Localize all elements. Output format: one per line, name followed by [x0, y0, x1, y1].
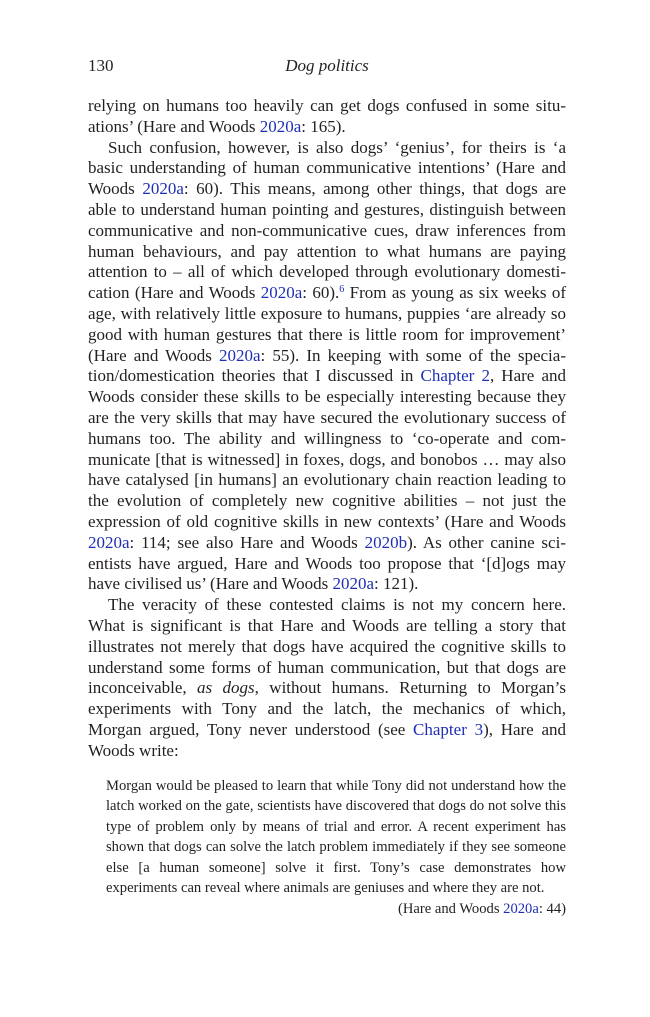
citation-link[interactable]: 2020a [218, 345, 261, 365]
chapter-link[interactable]: Chapter 3 [413, 719, 484, 739]
emphasis: as dogs [197, 678, 255, 698]
citation-link[interactable]: 2020a [259, 116, 302, 136]
page-header [88, 56, 566, 80]
page-body [88, 96, 566, 919]
running-title: Dog politics [285, 56, 369, 75]
chapter-link[interactable]: Chapter 2 [420, 366, 490, 386]
citation-link[interactable]: 2020a [503, 900, 539, 917]
citation-link[interactable]: 2020a [332, 574, 374, 594]
quote-text: Morgan would be pleased to learn that while Tony did not understand how the latch worked on the gate, scientists have discovered that dogs do not solve this type of problem only by means of trial and error. A recent experiment has shown that dogs can solve the latch problem immediately if they see someone else [a human someone] solve it first. Tony’s case demonstrates how experiments can reveal where animals are geniuses and where they are not. [106, 777, 566, 896]
citation-link[interactable]: 2020a [142, 179, 184, 199]
footnote-marker[interactable]: 6 [339, 284, 345, 296]
paragraph-1: relying on humans too heavily can get dogs confused in some situations’ (Hare and Woods 2020a: 165). [88, 96, 566, 136]
page-number: 130 [88, 56, 114, 75]
citation-link[interactable]: 2020a [88, 532, 130, 552]
quote-citation: (Hare and Woods 2020a: 44) [398, 900, 566, 917]
paragraph-2: Such confusion, however, is also dogs’ ‘genius’, for theirs is ‘a basic understanding of human communicative intentions’ (Hare and Woods 2020a: 60). This means, among other things, that dogs are able to understand human pointing and gestures, distinguish between communicative and non-communicative cues, draw inferences from human behaviours, and pay attention to what humans are paying attention to – all of which developed through evolutionary domestication (Hare and Woods 2020a: 60).$^6$ From as young as six weeks of age, with relatively little exposure to humans, puppies ‘are already so good with human gestures that there is little room for improvement’ (Hare and Woods 2020a: 55). In keeping with some of the speciation/domestication theories that I discussed in Chapter 2, Hare and Woods consider these skills to be especially interesting because they are the very skills that may have secured the evolutionary success of humans too. The ability and willingness to ‘co-operate and communicate [that is witnessed] in foxes, dogs, and bonobos … may also have catalysed [in humans] an evolutionary chain reaction leading to the evolution of completely new cognitive abilities – not just the expression of old cognitive skills in new contexts’ (Hare and Woods 2020a: 114; see also Hare and Woods 2020b). As other canine scientists have argued, Hare and Woods too propose that ‘[d]ogs may have civilised us’ (Hare and Woods 2020a: 121). [88, 137, 567, 594]
citation-link[interactable]: 2020b [364, 532, 408, 552]
block-quote [106, 776, 566, 920]
citation-link[interactable]: 2020a [260, 283, 303, 303]
paragraph-3: The veracity of these contested claims is not my concern here. What is significant is that Hare and Woods are telling a story that illustrates not merely that dogs have acquired the cognitive skills to understand some forms of human communication, but that dogs are inconceivable, as dogs, without humans. Returning to Morgan’s experiments with Tony and the latch, the mechanics of which, Morgan argued, Tony never understood (see Chapter 3), Hare and Woods write: [88, 595, 567, 760]
